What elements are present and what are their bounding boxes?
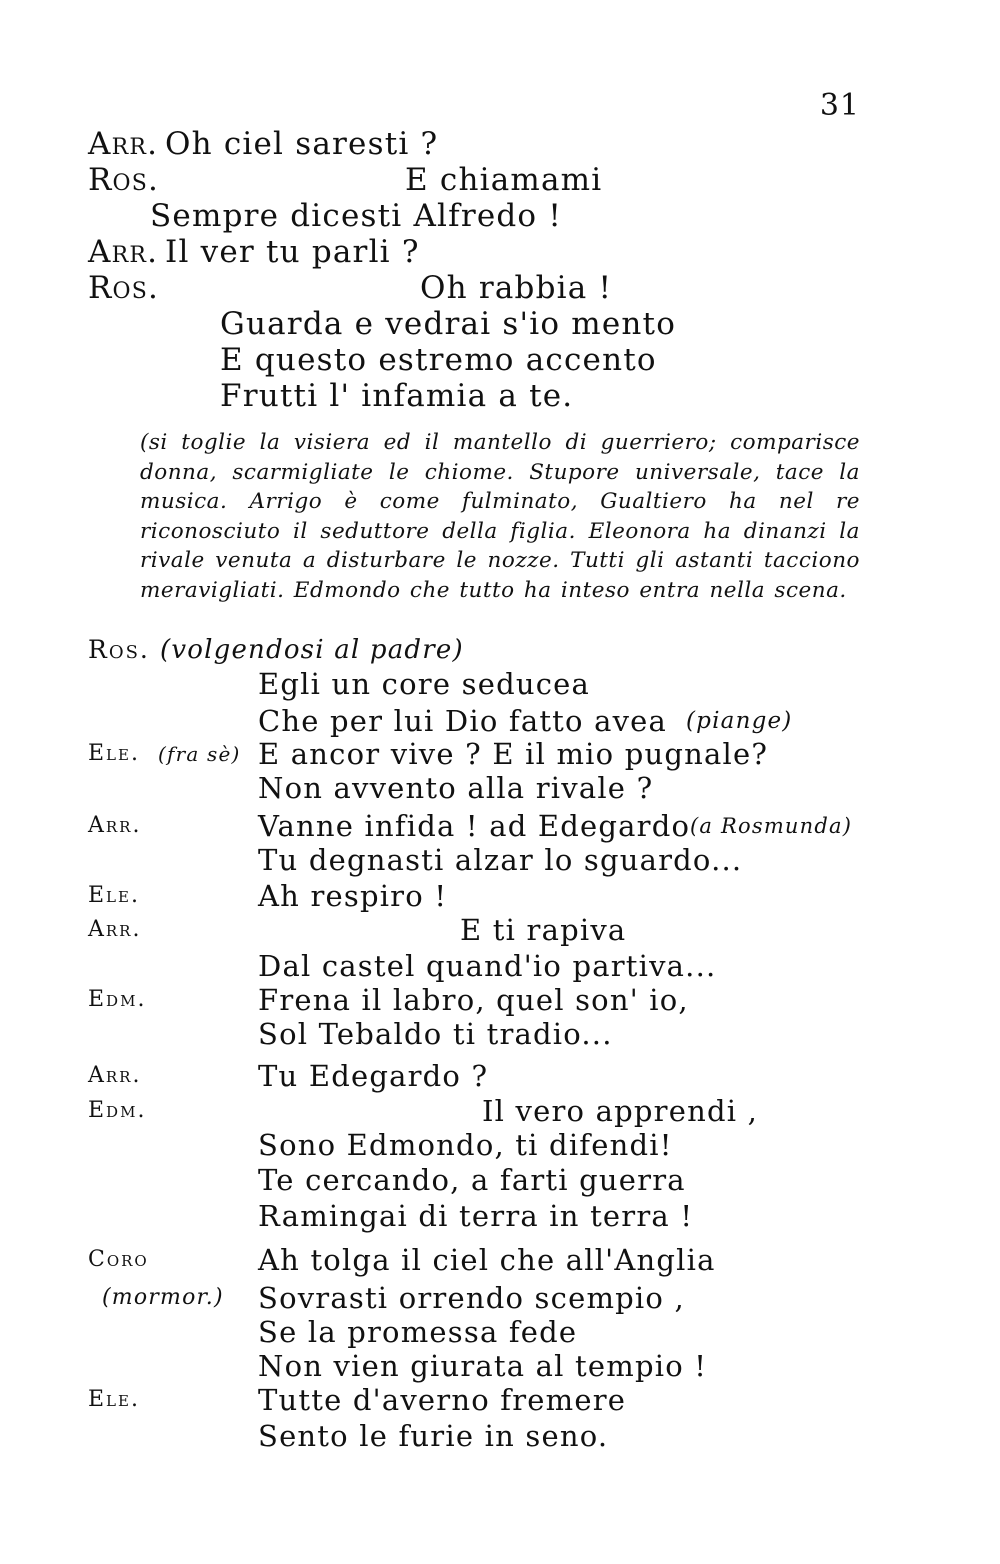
verse-text: Se la promessa fede	[258, 1315, 578, 1349]
stage-note: (a Rosmunda)	[690, 814, 853, 838]
dialogue-line	[0, 1240, 1000, 1280]
verse-text: E ti rapiva	[460, 913, 627, 947]
verse-text: Ramingai di terra in terra !	[258, 1199, 694, 1233]
dialogue-line	[0, 376, 1000, 416]
dialogue-line	[0, 910, 1000, 950]
dialogue-line	[0, 768, 1000, 808]
verse-text: Guarda e vedrai s'io mento	[220, 306, 677, 342]
verse-text: Frutti l' infamia a te.	[220, 378, 574, 414]
dialogue-line	[0, 232, 1000, 272]
verse-text: E ancor vive ? E il mio pugnale?	[258, 737, 769, 771]
speaker-label: Ros.	[88, 635, 150, 664]
speaker-label: Coro	[88, 1247, 149, 1272]
verse-text: Ah respiro !	[258, 879, 448, 913]
verse-text: Il vero apprendi ,	[482, 1094, 759, 1128]
page-number: 31	[819, 88, 860, 123]
verse-text: Non vien giurata al tempio !	[258, 1349, 708, 1383]
aside-note: (fra sè)	[158, 742, 241, 766]
verse-text: Che per lui Dio fatto avea	[258, 704, 668, 738]
speaker-label: Ros.	[88, 270, 160, 306]
speaker-label: Edm.	[88, 1098, 147, 1123]
verse-text: Tu Edegardo ?	[258, 1059, 489, 1093]
verse-text: Egli un core seducea	[258, 667, 590, 701]
dialogue-line	[0, 268, 1000, 308]
speaker-label: Arr.	[88, 813, 142, 838]
verse-text: Sento le furie in seno.	[258, 1419, 609, 1453]
speaker-label: Edm.	[88, 987, 147, 1012]
dialogue-line	[0, 1160, 1000, 1200]
dialogue-line	[0, 1416, 1000, 1456]
stage-direction: (si toglie la visiera ed il mantello di guerriero; comparisce donna, scarmigliate le chiome. Stupore universale, tace la musica. Arrigo è come fulminato, Gualtiero ha nel re riconosciuto il seduttore della figlia. Eleonora ha dinanzi la rivale venuta a disturbare le nozze. Tutti gli astanti tacciono meravigliati. Edmondo che tutto ha inteso entra nella scena.	[140, 430, 860, 603]
dialogue-line	[0, 196, 1000, 236]
verse-text: Sovrasti orrendo scempio ,	[258, 1281, 685, 1315]
speaker-label: Ele.	[88, 883, 140, 908]
verse-text: Sempre dicesti Alfredo !	[150, 198, 563, 234]
verse-text: Ah tolga il ciel che all'Anglia	[258, 1243, 716, 1277]
stage-note: (volgendosi al padre)	[160, 635, 464, 665]
speaker-label: Ros.	[88, 162, 160, 198]
verse-text: Tutte d'averno fremere	[258, 1383, 627, 1417]
verse-text: Te cercando, a farti guerra	[258, 1163, 686, 1197]
verse-text: Oh rabbia !	[420, 270, 613, 306]
speaker-label: Arr.	[88, 1063, 142, 1088]
verse-text: Vanne infida ! ad Edegardo	[258, 809, 691, 843]
dialogue-line	[0, 840, 1000, 880]
dialogue-line	[0, 340, 1000, 380]
verse-text: Sono Edmondo, ti difendi!	[258, 1128, 673, 1162]
dialogue-line	[0, 664, 1000, 704]
speaker-label: Arr.	[88, 234, 159, 270]
speaker-label: Arr.	[88, 126, 159, 162]
verse-text: Il ver tu parli ?	[165, 234, 420, 270]
dialogue-line	[0, 1056, 1000, 1096]
dialogue-line	[0, 304, 1000, 344]
verse-text: Dal castel quand'io partiva...	[258, 949, 717, 983]
verse-text: E chiamami	[405, 162, 603, 198]
dialogue-line	[0, 160, 1000, 200]
stage-note: (piange)	[686, 708, 793, 734]
verse-text: Oh ciel saresti ?	[165, 126, 439, 162]
dialogue-line	[0, 124, 1000, 164]
speaker-label: Ele.	[88, 741, 140, 766]
verse-text: Tu degnasti alzar lo sguardo...	[258, 843, 743, 877]
dialogue-line	[0, 1196, 1000, 1236]
speaker-note: (mormor.)	[102, 1285, 224, 1310]
verse-text: Sol Tebaldo ti tradio...	[258, 1017, 613, 1051]
verse-text: E questo estremo accento	[220, 342, 657, 378]
dialogue-line	[0, 1380, 1000, 1420]
verse-text: Non avvento alla rivale ?	[258, 771, 654, 805]
speaker-label: Arr.	[88, 917, 142, 942]
verse-text: Frena il labro, quel son' io,	[258, 983, 689, 1017]
speaker-label: Ele.	[88, 1387, 140, 1412]
dialogue-line	[0, 1125, 1000, 1165]
dialogue-line	[0, 1014, 1000, 1054]
